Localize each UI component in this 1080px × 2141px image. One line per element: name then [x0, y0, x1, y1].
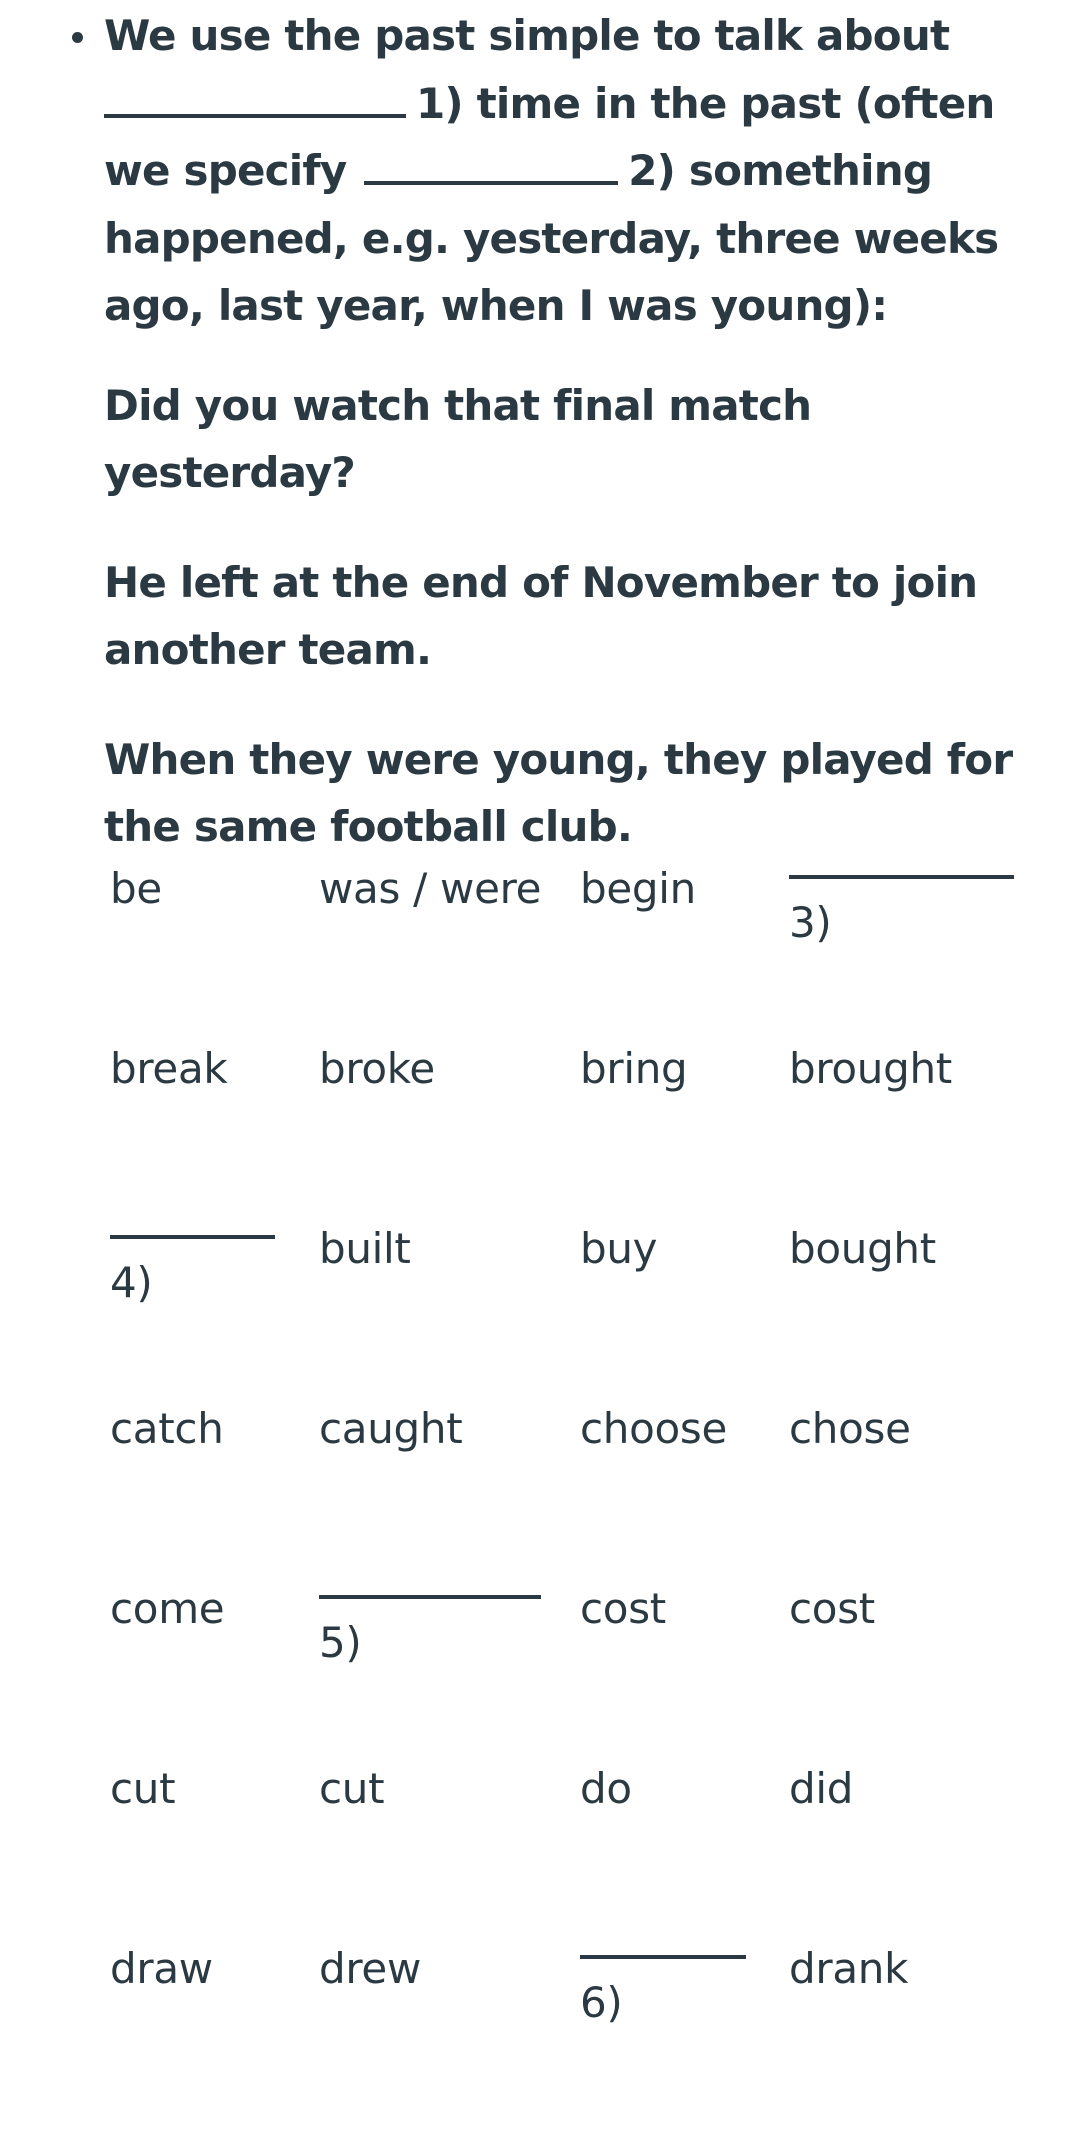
example-sentence-1: Did you watch that final match yesterday? [104, 380, 812, 497]
base-form-cell: break [110, 1044, 228, 1093]
past-form-cell: bought [789, 1224, 936, 1273]
gap-cell-5[interactable] [319, 1618, 541, 1667]
base-form-cell: buy [580, 1224, 658, 1273]
gap-cell-6[interactable] [580, 1978, 746, 2027]
base-form-cell: draw [110, 1944, 213, 1993]
bullet-dot-icon [72, 32, 83, 43]
gap-line [789, 875, 1014, 879]
past-form-cell: cut [319, 1764, 385, 1813]
table-row [0, 1715, 1080, 1895]
example-sentence-3: When they were young, they played for the same football club. [104, 734, 1013, 851]
gap-number: 4) [110, 1258, 153, 1307]
past-form-cell: drew [319, 1944, 421, 1993]
intro-text-start: We use the past simple to talk about [104, 11, 950, 60]
blank-1-line[interactable] [104, 76, 406, 118]
past-form-cell: did [789, 1764, 854, 1813]
verb-forms-table [0, 815, 1080, 2075]
table-row [0, 995, 1080, 1175]
gap-cell-3[interactable] [789, 898, 1014, 947]
table-row [0, 815, 1080, 995]
base-form-cell: begin [580, 864, 696, 913]
bullet-paragraph [0, 2, 1080, 340]
intro-section [0, 0, 1080, 903]
gap-line [580, 1955, 746, 1959]
base-form-cell: cut [110, 1764, 176, 1813]
past-form-cell: caught [319, 1404, 463, 1453]
past-form-cell: broke [319, 1044, 435, 1093]
base-form-cell: choose [580, 1404, 728, 1453]
gap-number: 5) [319, 1618, 362, 1667]
base-form-cell: cost [580, 1584, 666, 1633]
blank-2-line[interactable] [364, 143, 618, 185]
example-sentence-2: He left at the end of November to join another team. [104, 557, 978, 674]
past-form-cell: chose [789, 1404, 911, 1453]
base-form-cell: catch [110, 1404, 224, 1453]
base-form-cell: come [110, 1584, 225, 1633]
past-form-cell: was / were [319, 864, 542, 913]
past-form-cell: built [319, 1224, 411, 1273]
gap-cell-4[interactable] [110, 1258, 275, 1307]
intro-text-part2: 1) time in the past (often we specify [104, 78, 995, 195]
table-row [0, 1355, 1080, 1535]
gap-line [319, 1595, 541, 1599]
base-form-cell: do [580, 1764, 632, 1813]
past-form-cell: brought [789, 1044, 952, 1093]
gap-line [110, 1235, 275, 1239]
intro-text-part3: 2) something happened, e.g. yesterday, three weeks ago, last year, when I was young): [104, 146, 999, 330]
table-row [0, 1175, 1080, 1355]
table-row [0, 1535, 1080, 1715]
gap-number: 6) [580, 1978, 623, 2027]
table-row [0, 1895, 1080, 2075]
base-form-cell: bring [580, 1044, 688, 1093]
past-form-cell: drank [789, 1944, 909, 1993]
past-form-cell: cost [789, 1584, 875, 1633]
base-form-cell: be [110, 864, 162, 913]
gap-number: 3) [789, 898, 832, 947]
